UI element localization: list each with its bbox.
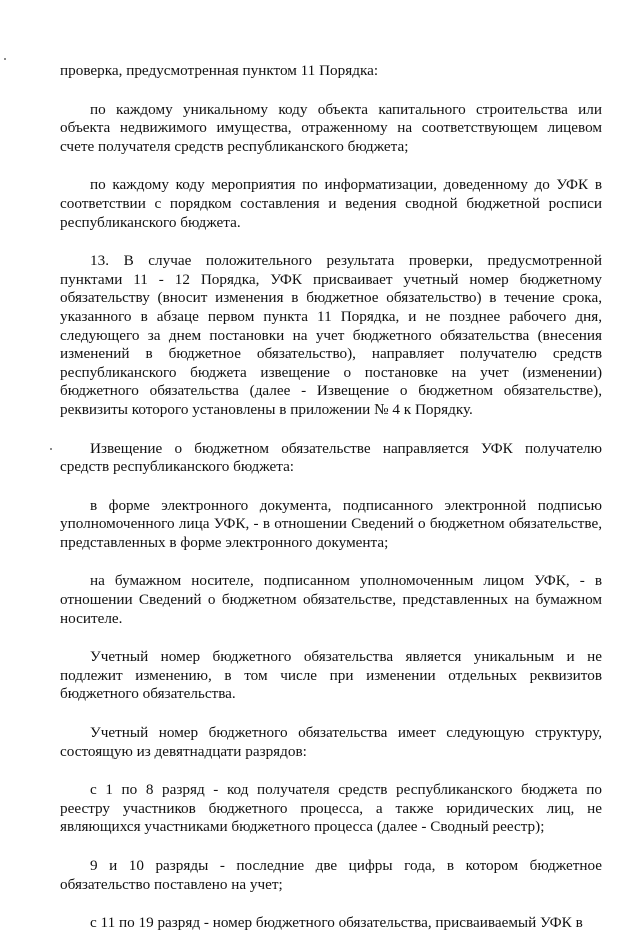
- paragraph: 13. В случае положительного результата проверки, предусмотренной пунктами 11 - 12 Порядка, УФК присваивает учетный номер бюджетному обязательству (вносит изменения в бюджетное обязательство) в течение срока, указанного в абзаце первом пункта 11 Порядка, и не позднее рабочего дня, следующего за днем постановки на учет бюджетного обязательства (внесения изменений в бюджетное обязательство), направляет получателю средств республиканского бюджета извещение о постановке на учет (изменении) бюджетного обязательства (далее - Извещение о бюджетном обязательстве), реквизиты которого установлены в приложении № 4 к Порядку.: [60, 252, 602, 418]
- scan-speck: [50, 448, 52, 450]
- paragraph: на бумажном носителе, подписанном уполномоченным лицом УФК, - в отношении Сведений о бюджетном обязательстве, представленных на бумажном носителе.: [60, 572, 602, 627]
- paragraph: с 11 по 19 разряд - номер бюджетного обязательства, присваиваемый УФК в: [90, 914, 583, 932]
- paragraph: по каждому коду мероприятия по информатизации, доведенному до УФК в соответствии с порядком составления и ведения сводной бюджетной росписи республиканского бюджета.: [60, 176, 602, 231]
- paragraph: по каждому уникальному коду объекта капитального строительства или объекта недвижимого имущества, отраженному на соответствующем лицевом счете получателя средств республиканского бюджета;: [60, 100, 602, 155]
- paragraph: Извещение о бюджетном обязательстве направляется УФК получателю средств республиканского бюджета:: [60, 439, 602, 476]
- paragraph: 9 и 10 разряды - последние две цифры года, в котором бюджетное обязательство поставлено на учет;: [60, 857, 602, 893]
- paragraph: с 1 по 8 разряд - код получателя средств республиканского бюджета по реестру участников бюджетного процесса, а также юридических лиц, не являющихся участниками бюджетного процесса (далее - Сводный реестр);: [60, 781, 602, 836]
- paragraph: Учетный номер бюджетного обязательства является уникальным и не подлежит изменению, в том числе при изменении отдельных реквизитов бюджетного обязательства.: [60, 648, 602, 703]
- paragraph: Учетный номер бюджетного обязательства имеет следующую структуру, состоящую из девятнадцати разрядов:: [60, 724, 602, 760]
- scan-speck: [4, 58, 6, 60]
- paragraph: проверка, предусмотренная пунктом 11 Порядка:: [60, 62, 379, 79]
- paragraph: в форме электронного документа, подписанного электронной подписью уполномоченного лица УФК, - в отношении Сведений о бюджетном обязательстве, представленных в форме электронного документа;: [60, 496, 602, 551]
